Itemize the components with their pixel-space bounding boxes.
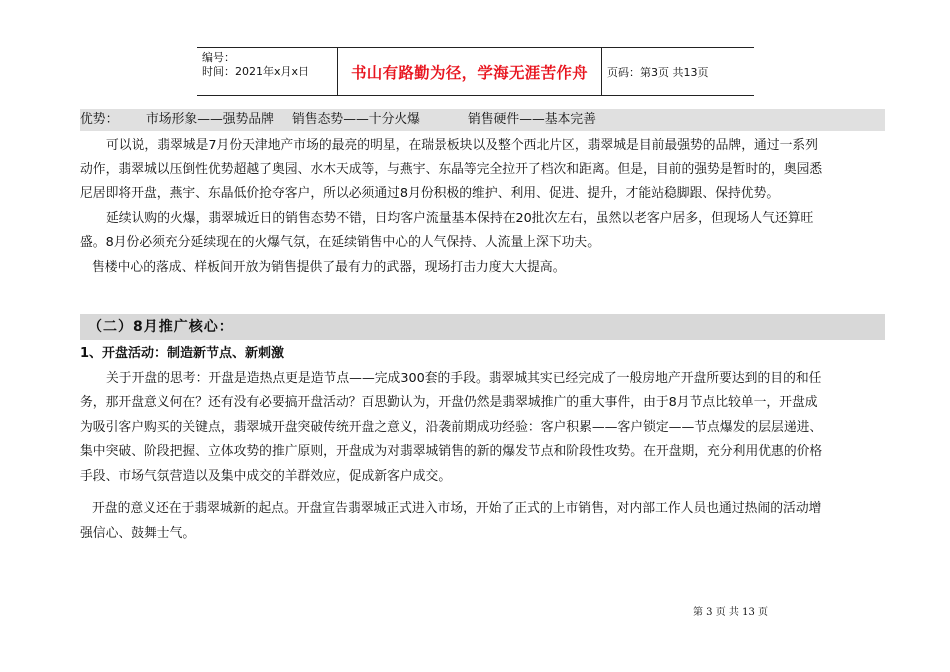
- body-line: 集中突破、阶段把握、立体攻势的推广原则，开盘成为对翡翠城销售的新的爆发节点和阶段性攻势。在开盘期，充分利用优惠的价格: [80, 444, 823, 459]
- paragraph-line: 售楼中心的落成、样板间开放为销售提供了最有力的武器，现场打击力度大大提高。: [92, 260, 566, 275]
- body-line: 开盘的意义还在于翡翠城新的起点。开盘宣告翡翠城正式进入市场，开始了正式的上市销售，对内部工作人员也通过热闹的活动增: [92, 501, 822, 516]
- body-line: 强信心、鼓舞士气。: [80, 526, 196, 541]
- page-footer: 第 3 页 共 13 页: [693, 607, 768, 618]
- paragraph-line: 动作，翡翠城以压倒性优势超越了奥园、水木天成等，与燕宇、东晶等完全拉开了档次和距离。但是，目前的强势是暂时的，奥园悉: [80, 162, 823, 177]
- paragraph-line: 延续认购的火爆，翡翠城近日的销售态势不错，日均客户流量基本保持在20批次左右，虽然以老客户居多，但现场人气还算旺: [106, 211, 814, 226]
- paragraph-line: 可以说，翡翠城是7月份天津地产市场的最亮的明星，在瑞景板块以及整个西北片区，翡翠城是目前最强势的品牌，通过一系列: [106, 138, 818, 153]
- paragraph-line: 盛。8月份必须充分延续现在的火爆气氛，在延续销售中心的人气保持、人流量上深下功夫。: [80, 235, 601, 250]
- page-code: 页码：第3页 共13页: [607, 65, 709, 79]
- section-title: [80, 314, 885, 340]
- advantage-item-2: 销售态势——十分火爆: [292, 112, 420, 127]
- header-meta-cell: [197, 48, 338, 95]
- advantage-row: [80, 109, 885, 131]
- header-motto-cell: [338, 48, 602, 95]
- motto-text: 书山有路勤为径，学海无涯苦作舟: [350, 63, 588, 82]
- body-line: 为吸引客户购买的关键点，翡翠城开盘突破传统开盘之意义，沿袭前期成功经验：客户积累——客户锁定——节点爆发的层层递进、: [80, 420, 823, 435]
- advantage-item-1: 市场形象——强势品牌: [146, 112, 274, 127]
- subsection-title: 1、开盘活动：制造新节点、新刺激: [80, 346, 285, 361]
- time-label: 时间：2021年x月x日: [202, 65, 310, 78]
- number-label: 编号：: [202, 51, 235, 64]
- paragraph-line: 尼居即将开盘，燕宇、东晶低价抢夺客户，所以必须通过8月份积极的维护、利用、促进、提升，才能站稳脚跟、保持优势。: [80, 186, 780, 201]
- section-title-text: （二）8月推广核心：: [88, 319, 234, 335]
- body-line: 务，那开盘意义何在？还有没有必要搞开盘活动？百思勤认为，开盘仍然是翡翠城推广的重大事件，由于8月节点比较单一，开盘成: [80, 395, 818, 410]
- header-page-cell: [602, 48, 754, 95]
- body-line: 关于开盘的思考：开盘是造热点更是造节点——完成300套的手段。翡翠城其实已经完成了一般房地产开盘所要达到的目的和任: [106, 371, 822, 386]
- header-table: [197, 47, 754, 96]
- advantage-item-3: 销售硬件——基本完善: [468, 112, 596, 127]
- body-line: 手段、市场气氛营造以及集中成交的羊群效应，促成新客户成交。: [80, 469, 452, 484]
- advantage-label: 优势：: [80, 112, 119, 127]
